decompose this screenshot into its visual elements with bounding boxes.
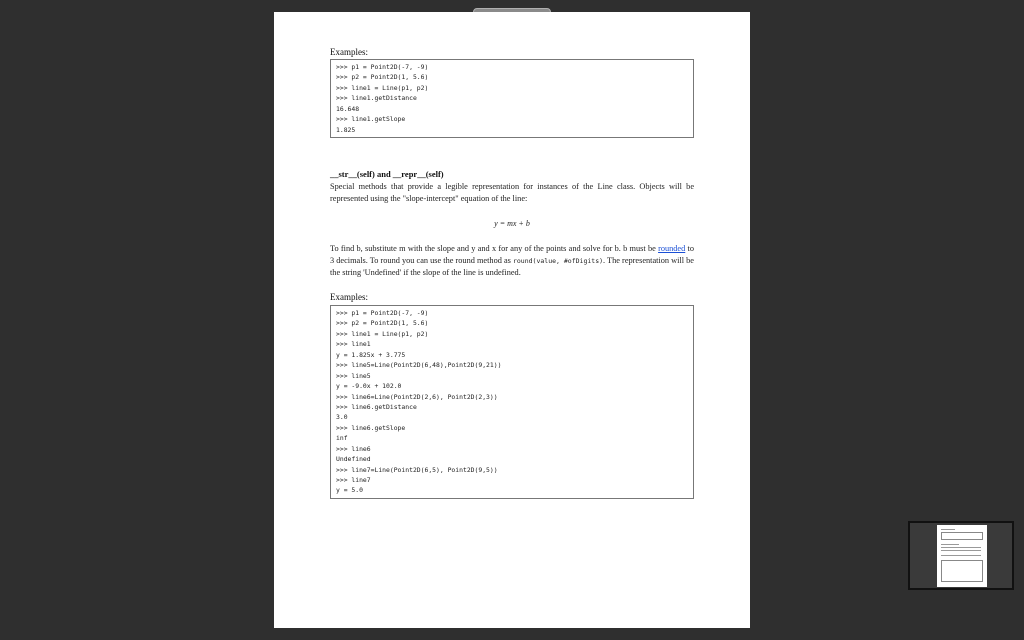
code-line: >>> line6.getDistance [336, 402, 417, 411]
code-line: y = 5.0 [336, 486, 363, 495]
code-line: >>> line1 = Line(p1, p2) [336, 329, 429, 338]
slope-intercept-equation: y = mx + b [494, 219, 530, 228]
page-thumbnail-navigator[interactable] [908, 521, 1014, 590]
code-line: >>> line5=Line(Point2D(6,48),Point2D(9,21)) [336, 361, 502, 370]
code-line: >>> line6.getSlope [336, 423, 406, 432]
code-line: >>> line6 [336, 444, 371, 453]
rounding-text-3: . The representation will be the string 'Undefined' if the slope of the line is undefined. [330, 256, 694, 277]
code-example-1 [330, 59, 694, 138]
code-line: >>> p2 = Point2D(1, 5.6) [336, 319, 429, 328]
code-line: >>> p1 = Point2D(-7, -9) [336, 63, 429, 71]
section-heading: __str__(self) and __repr__(self) [330, 169, 444, 179]
code-example-2 [330, 305, 694, 499]
code-line: >>> line1.getSlope [336, 115, 406, 124]
rounded-link[interactable]: rounded [658, 244, 686, 253]
code-line: >>> line7=Line(Point2D(6,5), Point2D(9,5)) [336, 465, 498, 474]
rounding-text-2: to 3 decimals. To round you can use the round method as [330, 244, 694, 265]
code-line: >>> line1 [336, 340, 371, 349]
rounding-text-1: To find b, substitute m with the slope and y and x for any of the points and solve for b. b must be [330, 244, 659, 253]
code-line: >>> line1 = Line(p1, p2) [336, 83, 429, 92]
code-line: y = 1.825x + 3.775 [336, 350, 406, 359]
description-paragraph: Special methods that provide a legible representation for instances of the Line class. Objects will be represented using the "slope-intercept" equation of the line: [330, 182, 694, 203]
rounding-paragraph [330, 243, 694, 279]
code-line: >>> line5 [336, 371, 371, 380]
round-code: round(value, #ofDigits) [512, 257, 604, 265]
code-line: >>> p2 = Point2D(1, 5.6) [336, 73, 429, 82]
document-page [274, 12, 750, 628]
code-line: 16.648 [336, 104, 360, 113]
code-line: >>> line1.getDistance [336, 94, 417, 103]
code-line: y = -9.0x + 102.0 [336, 382, 402, 391]
code-line: >>> line7 [336, 476, 371, 484]
code-line: >>> p1 = Point2D(-7, -9) [336, 309, 429, 317]
examples-label-2: Examples: [330, 292, 368, 302]
code-line: 1.825 [336, 125, 356, 134]
examples-label-1: Examples: [330, 47, 368, 57]
code-line: 3.0 [336, 413, 348, 422]
thumbnail-page [937, 525, 987, 587]
code-line: Undefined [336, 455, 371, 464]
code-line: >>> line6=Line(Point2D(2,6), Point2D(2,3)) [336, 392, 498, 401]
code-line: inf [336, 434, 348, 443]
